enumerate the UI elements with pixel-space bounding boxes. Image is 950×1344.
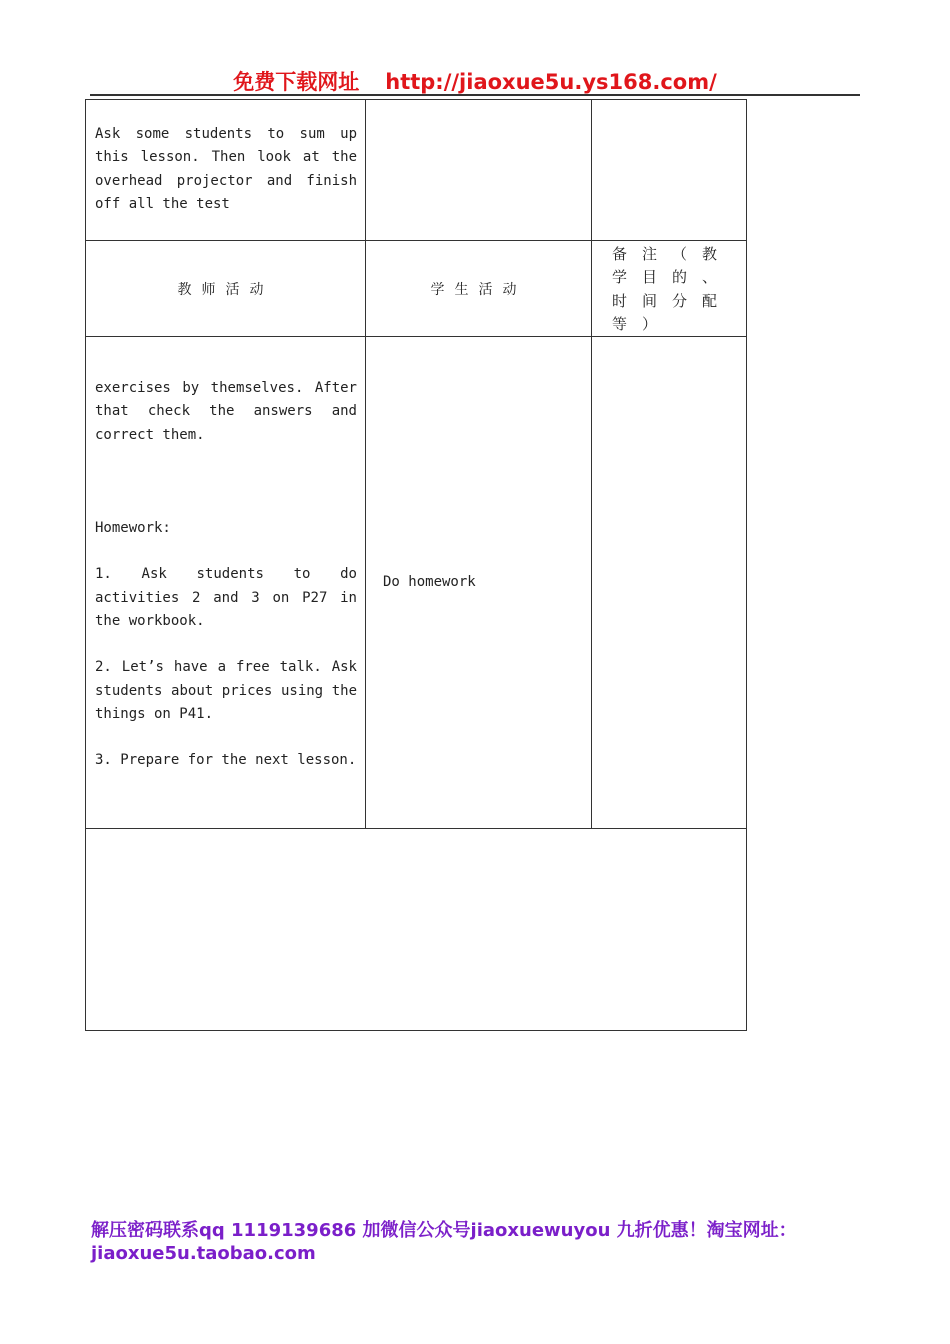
table-row [86,337,747,829]
blank-cell [86,829,747,1031]
teacher-summary-text: Ask some students to sum up this lesson. Then look at the overhead projector and finish off all the test [95,126,357,212]
notes-cell [592,337,747,829]
notes-header: 备 注 （ 教学 目 的 、时 间 分 配等 ） [612,245,718,333]
student-activity-header: 学生活动 [366,241,592,337]
notes-cell [592,100,747,241]
table-row [86,100,747,241]
table-header-row [86,241,747,337]
header-title: 免费下载网址 [233,70,360,94]
footer-contact: 解压密码联系qq 1119139686 加微信公众号jiaoxuewuyou 九折优惠！淘宝网址：jiaoxue5u.taobao.com [91,1220,797,1264]
teacher-activity-header: 教师活动 [86,241,366,337]
student-cell [366,337,592,829]
homework-item-3: 3. Prepare for the next lesson. [95,752,357,769]
table-row-blank [86,829,747,1031]
lesson-plan-table [85,99,747,1031]
homework-item-2: 2. Let’s have a free talk. Ask students about prices using the things on P41. [95,659,357,722]
teacher-cell [86,337,366,829]
header-rule [90,94,860,96]
teacher-exercise-text: exercises by themselves. After that check the answers and correct them. [95,380,357,443]
header-url-link[interactable]: http://jiaoxue5u.ys168.com/ [385,70,717,94]
teacher-cell [86,100,366,241]
homework-label: Homework: [95,520,171,537]
student-homework-text: Do homework [383,574,476,591]
download-header [0,66,950,96]
notes-header-cell [592,241,747,337]
homework-item-1: 1. Ask students to do activities 2 and 3 on P27 in the workbook. [95,566,357,629]
student-cell [366,100,592,241]
